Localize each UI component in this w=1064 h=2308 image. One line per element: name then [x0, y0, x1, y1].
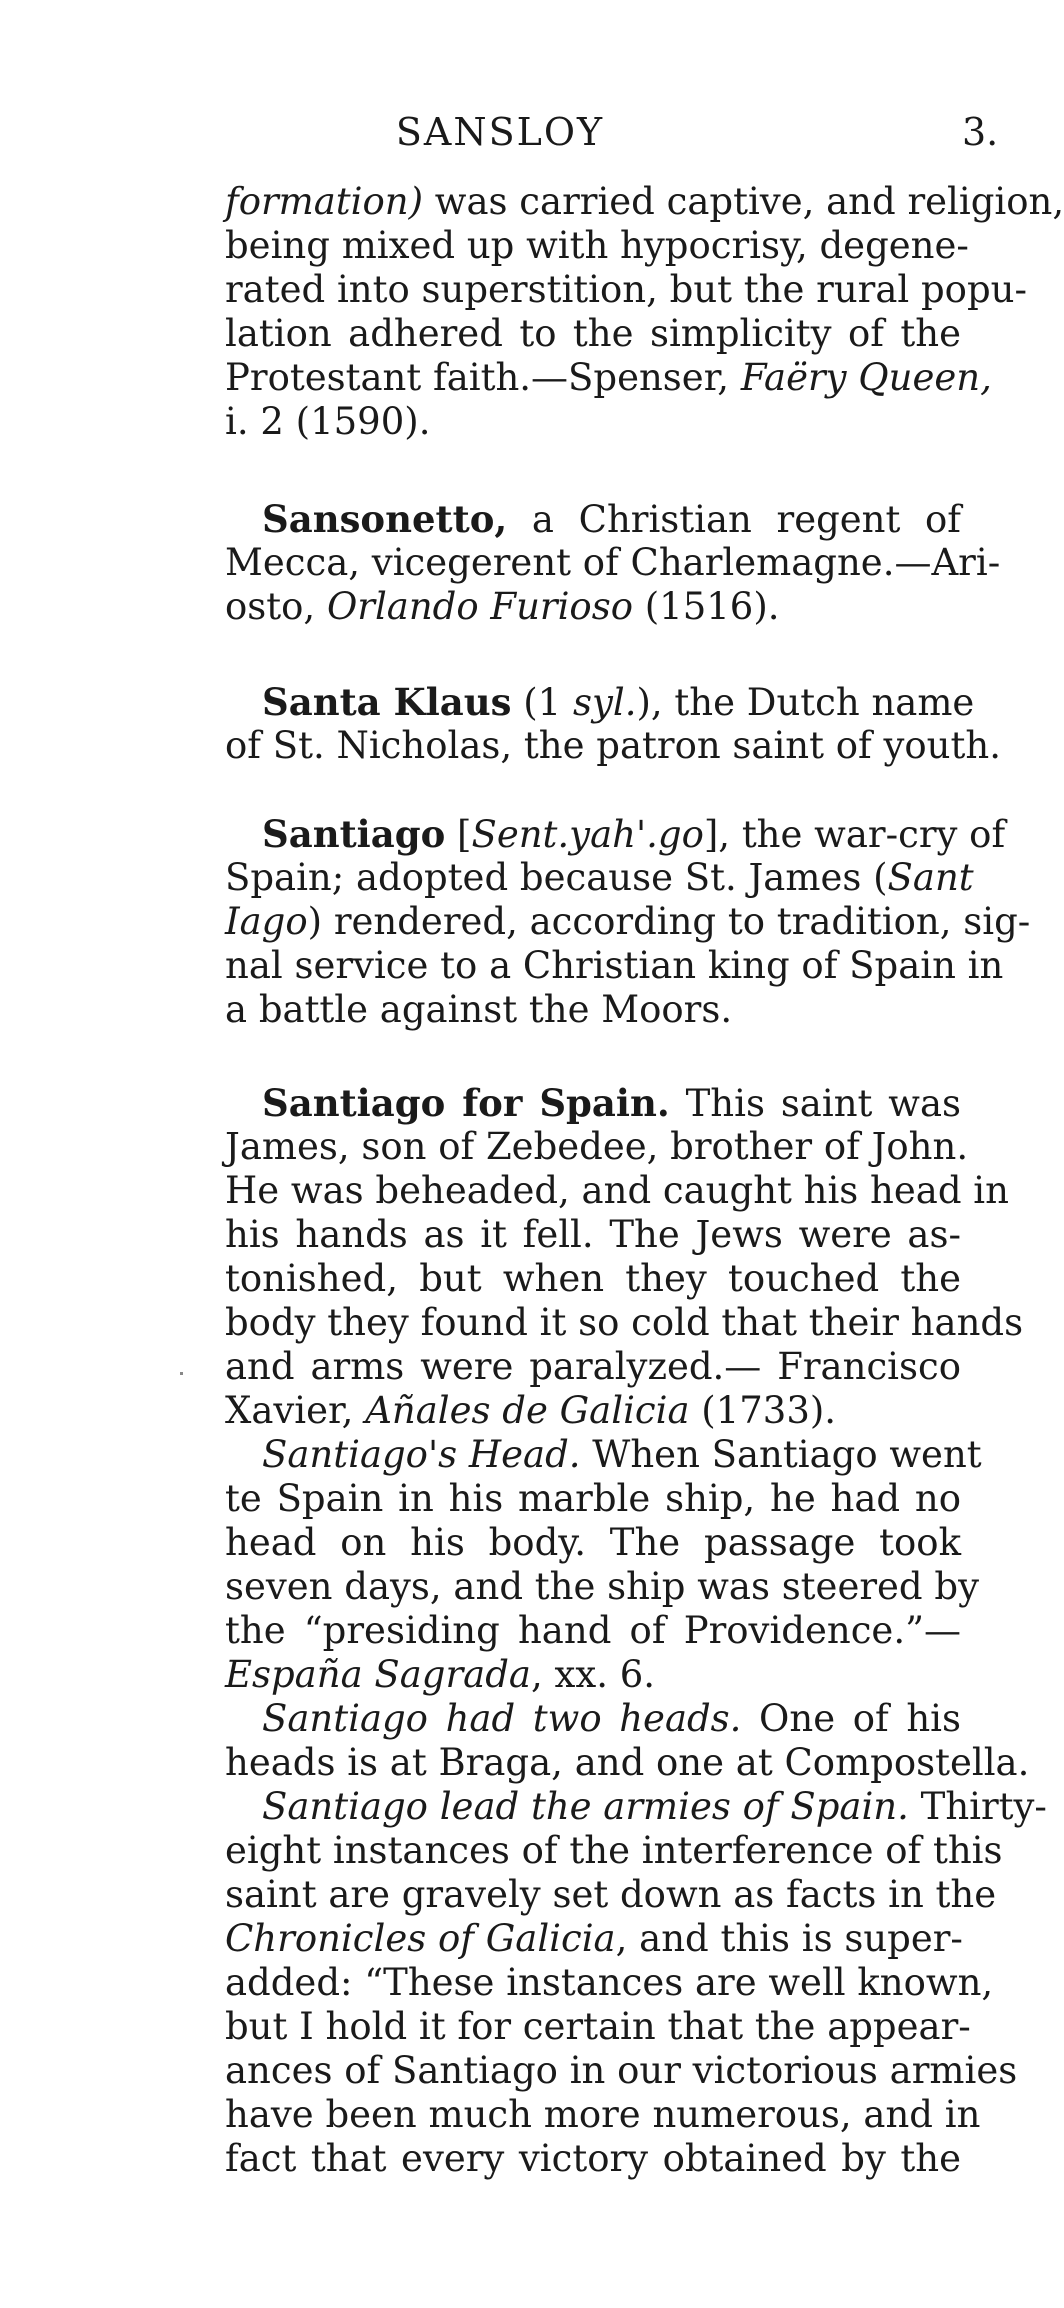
text-line: [262, 1697, 961, 1741]
body-text: This saint was: [669, 1082, 961, 1125]
italic-text: Santiago lead the armies of Spain.: [262, 1785, 909, 1828]
body-text: lation adhered to the simplicity of the: [225, 312, 961, 355]
body-text: , and this is super-: [615, 1917, 963, 1960]
text-line: [225, 1301, 1024, 1345]
entry-headword: Santiago: [262, 812, 446, 856]
body-text: body they found it so cold that their hands: [225, 1301, 1024, 1344]
text-line: [225, 2005, 971, 2049]
body-text: [: [445, 813, 472, 856]
text-line: [262, 1433, 982, 1477]
body-text: Mecca, vicegerent of Charlemagne.—Ari-: [225, 541, 1001, 584]
italic-text: formation): [225, 180, 424, 223]
text-line: [225, 224, 969, 268]
text-line: [225, 1829, 1003, 1873]
body-text: eight instances of the interference of this: [225, 1829, 1003, 1872]
body-text: fact that every victory obtained by the: [225, 2137, 961, 2180]
text-line: [262, 497, 961, 541]
page-number: 3.: [962, 110, 999, 154]
margin-mark: [180, 1372, 183, 1375]
body-text: heads is at Braga, and one at Compostella.: [225, 1741, 1030, 1784]
body-text: ], the war-cry of: [703, 813, 1006, 856]
body-text: James, son of Zebedee, brother of John.: [225, 1125, 969, 1168]
body-text: Xavier,: [225, 1389, 366, 1432]
text-line: [225, 1917, 961, 1961]
body-text: Thirty-: [908, 1785, 1047, 1828]
text-line: [225, 541, 1001, 585]
text-line: [262, 680, 975, 724]
body-text: was carried captive, and religion,: [423, 180, 1064, 223]
body-text: Protestant faith.—Spenser,: [225, 356, 741, 399]
text-line: [225, 400, 961, 444]
body-text: and arms were paralyzed.— Francisco: [225, 1345, 961, 1388]
italic-text: Santiago had two heads.: [262, 1697, 742, 1740]
italic-text: Añales de Galicia: [365, 1389, 690, 1432]
body-text: tonished, but when they touched the: [225, 1257, 961, 1300]
text-line: [225, 1345, 961, 1389]
body-text: saint are gravely set down as facts in the: [225, 1873, 997, 1916]
entry-headword: Santiago for Spain.: [262, 1081, 670, 1125]
text-line: [225, 1169, 1009, 1213]
body-text: head on his body. The passage took: [225, 1521, 961, 1564]
body-text: but I hold it for certain that the appear-: [225, 2005, 971, 2048]
text-line: [225, 1213, 961, 1257]
italic-text: Faëry Queen,: [740, 356, 992, 399]
italic-text: Sent.yah'.go: [471, 813, 704, 856]
body-text: i. 2 (1590).: [225, 400, 431, 443]
text-line: [225, 1873, 997, 1917]
body-text: Spain; adopted because St. James (: [225, 856, 888, 899]
text-line: [225, 2049, 1018, 2093]
text-line: [225, 2093, 981, 2137]
body-text: seven days, and the ship was steered by: [225, 1565, 979, 1608]
text-line: [225, 724, 1001, 768]
italic-text: Sant: [887, 856, 974, 899]
body-text: rated into superstition, but the rural popu-: [225, 268, 1027, 311]
text-line: [225, 900, 1031, 944]
text-line: [225, 1125, 969, 1169]
body-text: One of his: [741, 1697, 961, 1740]
text-line: [262, 812, 1006, 856]
body-text: added: “These instances are well known,: [225, 1961, 994, 2004]
body-text: ) rendered, according to tradition, sig-: [307, 900, 1031, 943]
text-line: [225, 585, 961, 629]
body-text: of St. Nicholas, the patron saint of youth.: [225, 724, 1001, 767]
body-text: a Christian regent of: [507, 498, 961, 541]
body-text: When Santiago went: [580, 1433, 982, 1476]
body-text: (1516).: [632, 585, 780, 628]
text-line: [262, 1081, 961, 1125]
entry-headword: Sansonetto,: [262, 497, 508, 541]
text-line: [225, 944, 1004, 988]
body-text: (1733).: [689, 1389, 837, 1432]
body-text: a battle against the Moors.: [225, 988, 733, 1031]
body-text: te Spain in his marble ship, he had no: [225, 1477, 961, 1520]
italic-text: syl.: [572, 681, 637, 724]
text-line: [225, 312, 961, 356]
body-text: nal service to a Christian king of Spain in: [225, 944, 1004, 987]
text-line: [225, 1521, 961, 1565]
text-line: [225, 856, 974, 900]
body-text: , xx. 6.: [530, 1653, 656, 1696]
body-text: have been much more numerous, and in: [225, 2093, 981, 2136]
body-text: He was beheaded, and caught his head in: [225, 1169, 1009, 1212]
italic-text: Orlando Furioso: [326, 585, 633, 628]
text-line: [225, 2137, 961, 2181]
italic-text: España Sagrada: [225, 1653, 531, 1696]
text-line: [225, 1565, 979, 1609]
text-line: [225, 1609, 961, 1653]
text-line: [225, 180, 1064, 224]
text-line: [225, 988, 961, 1032]
text-line: [225, 1389, 961, 1433]
text-line: [225, 1741, 1030, 1785]
text-line: [225, 268, 1027, 312]
text-line: [262, 1785, 1047, 1829]
body-text: the “presiding hand of Providence.”—: [225, 1609, 961, 1652]
body-text: ances of Santiago in our victorious armies: [225, 2049, 1018, 2092]
italic-text: Iago: [225, 900, 308, 943]
text-line: [225, 1961, 994, 2005]
entry-headword: Santa Klaus: [262, 680, 512, 724]
text-line: [225, 1257, 961, 1301]
text-line: [225, 356, 992, 400]
body-text: being mixed up with hypocrisy, degene-: [225, 224, 969, 267]
running-head: SANSLOY: [395, 110, 605, 154]
italic-text: Santiago's Head.: [262, 1433, 581, 1476]
body-text: his hands as it fell. The Jews were as-: [225, 1213, 961, 1256]
body-text: osto,: [225, 585, 327, 628]
body-text: (1: [511, 681, 573, 724]
text-line: [225, 1477, 961, 1521]
body-text: ), the Dutch name: [636, 681, 975, 724]
italic-text: Chronicles of Galicia: [225, 1917, 616, 1960]
text-line: [225, 1653, 961, 1697]
